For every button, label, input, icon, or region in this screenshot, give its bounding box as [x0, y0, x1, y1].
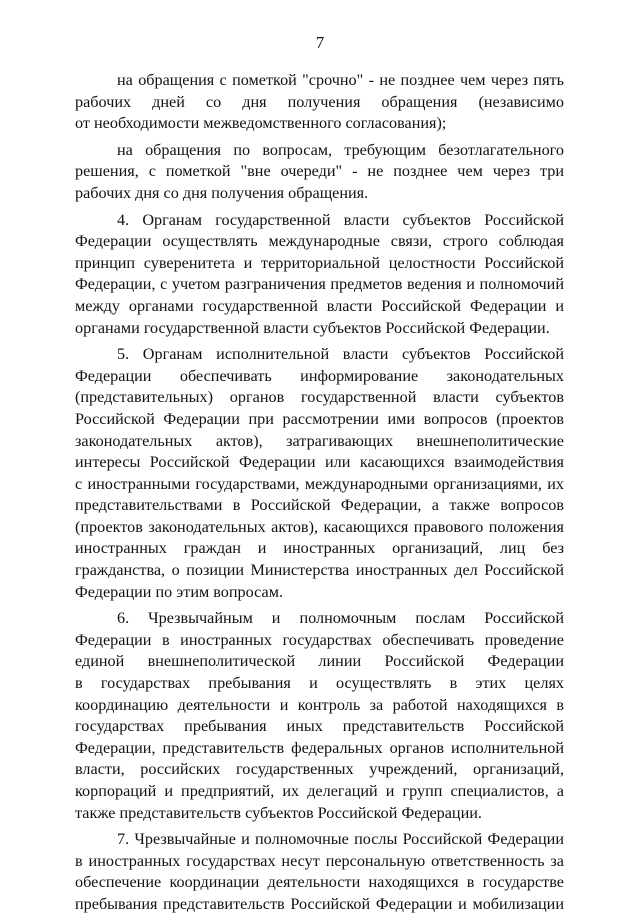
text-line: принцип суверенитета и территориальной целостности Российской: [75, 253, 564, 272]
text-line: 6. Чрезвычайным и полномочным послам Российской: [117, 609, 564, 628]
text-line: в государствах пребывания и осуществлять в этих целях: [75, 674, 564, 693]
text-line: рабочих дня со дня получения обращения.: [75, 183, 369, 202]
paragraph-item-7: [75, 829, 564, 915]
text-line: решения, с пометкой "вне очереди" - не позднее чем через три: [75, 162, 564, 181]
text-line: рабочих дней со дня получения обращения (независимо: [75, 92, 564, 111]
text-line: единой внешнеполитической линии Российской Федерации: [75, 652, 564, 671]
text-line: 7. Чрезвычайные и полномочные послы Российской Федерации: [117, 830, 564, 849]
text-line: Федерации по этим вопросам.: [75, 582, 284, 601]
text-line: между органами государственной власти Российской Федерации и: [75, 296, 564, 315]
text-line: от необходимости межведомственного согласования);: [75, 114, 447, 133]
text-line: представительствами в Российской Федерации, а также вопросов: [75, 496, 564, 515]
text-line: пребывания представительств Российской Федерации и мобилизации: [75, 894, 564, 913]
text-line: на обращения по вопросам, требующим безотлагательного: [117, 140, 564, 159]
text-line: на обращения с пометкой "срочно" - не позднее чем через пять: [117, 71, 564, 89]
text-line: государствах пребывания иных представительств Российской: [75, 717, 564, 736]
text-line: корпораций и предприятий, их делегаций и групп специалистов, а: [75, 782, 564, 800]
text-line: Федерации в иностранных государствах обеспечивать проведение: [75, 630, 564, 649]
text-line: Российской Федерации при рассмотрении ими вопросов (проектов: [75, 409, 564, 428]
text-line: власти, российских государственных учреждений, организаций,: [75, 760, 564, 779]
text-line: (проектов законодательных актов), касающихся правового положения: [75, 517, 564, 536]
paragraph-item-5: [75, 344, 564, 603]
text-line: с иностранными государствами, международными организациями, их: [75, 474, 564, 493]
paragraph-item-4: [75, 210, 564, 340]
text-line: интересы Российской Федерации или касающихся взаимодействия: [75, 453, 564, 472]
text-line: в иностранных государствах несут персональную ответственность за: [75, 851, 564, 870]
paragraph-urgent-requests: [75, 70, 564, 135]
text-line: 4. Органам государственной власти субъектов Российской: [117, 210, 564, 229]
text-line: 5. Органам исполнительной власти субъектов Российской: [117, 345, 564, 364]
paragraph-item-6: [75, 608, 564, 824]
text-line: (представительных) органов государственной власти субъектов: [75, 388, 564, 407]
text-line: обеспечение координации деятельности находящихся в государстве: [75, 873, 564, 892]
document-body: [75, 70, 564, 921]
page-number: 7: [315, 33, 325, 52]
text-line: законодательных актов), затрагивающих внешнеполитические: [75, 431, 564, 450]
text-line: иностранных граждан и иностранных организаций, лиц без: [75, 539, 564, 558]
text-line: Федерации осуществлять международные связи, строго соблюдая: [75, 232, 564, 251]
text-line: также представительств субъектов Российской Федерации.: [75, 803, 482, 822]
text-line: органами государственной власти субъектов Российской Федерации.: [75, 318, 550, 337]
text-line: Федерации обеспечивать информирование законодательных: [75, 366, 564, 385]
text-line: Федерации, представительств федеральных органов исполнительной: [75, 738, 564, 757]
text-line: гражданства, о позиции Министерства иностранных дел Российской: [75, 561, 564, 580]
text-line: координацию деятельности и контроль за работой находящихся в: [75, 695, 564, 714]
paragraph-out-of-turn-requests: [75, 140, 564, 205]
text-line: Федерации, с учетом разграничения предметов ведения и полномочий: [75, 275, 564, 294]
